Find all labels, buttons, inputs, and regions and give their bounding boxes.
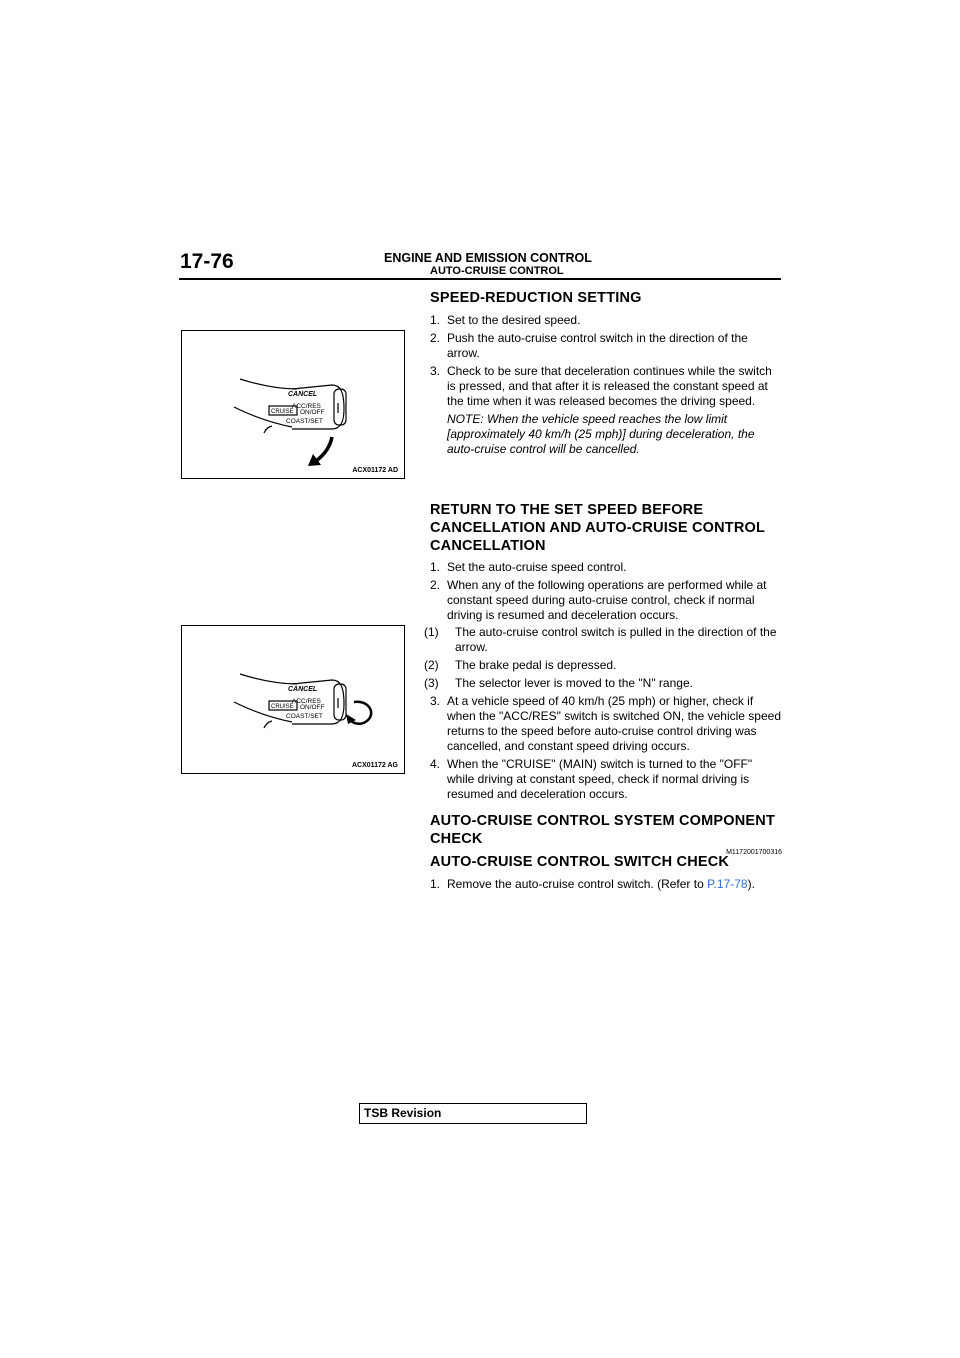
list-item: 3. Check to be sure that deceleration continues while the switch is pressed, and that after it is released the constant speed at the time when it was released becomes the driving speed. [430, 364, 772, 408]
label-onoff: ON/OFF [300, 704, 325, 711]
component-check-code: M1172001700316 [726, 849, 782, 856]
switch-check-steps [430, 877, 782, 892]
label-accres: ACC/RES [292, 403, 321, 410]
switch-lever-illustration [182, 626, 404, 773]
list-item: 4. When the "CRUISE" (MAIN) switch is turned to the "OFF" while driving at constant speed, check if normal driving is resumed and deceleration occurs. [430, 757, 753, 801]
switch-check-section [430, 853, 782, 895]
list-item: 1. Remove the auto-cruise control switch. (Refer to P.17-78). [430, 877, 755, 891]
component-check-section [430, 812, 782, 856]
component-check-heading: AUTO-CRUISE CONTROL SYSTEM COMPONENT CHECK [430, 813, 776, 847]
section-title: ENGINE AND EMISSION CONTROL [384, 251, 592, 265]
label-cruise: CRUISE [271, 704, 294, 710]
direction-arrow-icon [308, 437, 332, 466]
refer-page-link[interactable]: P.17-78 [707, 877, 748, 891]
list-item: 3. At a vehicle speed of 40 km/h (25 mph) or higher, check if when the "ACC/RES" switch is switched ON, the vehicle speed returns to the speed before auto-cruise control driving was cancelled, and constant speed driving occurs. [430, 694, 781, 753]
tsb-revision-box [359, 1103, 587, 1124]
label-onoff: ON/OFF [300, 409, 325, 416]
figure-speed-reduction [181, 330, 405, 479]
speed-reduction-heading: SPEED-REDUCTION SETTING [430, 290, 642, 306]
list-item: (1) The auto-cruise control switch is pulled in the direction of the arrow. [424, 625, 777, 654]
return-set-speed-substeps [424, 625, 782, 691]
header-rule [179, 278, 781, 280]
list-item: (2) The brake pedal is depressed. [424, 658, 617, 672]
speed-reduction-steps [430, 313, 782, 409]
figure-return-set-speed [181, 625, 405, 774]
return-set-speed-heading: RETURN TO THE SET SPEED BEFORE CANCELLATION AND AUTO-CRUISE CONTROL CANCELLATION [430, 502, 765, 554]
switch-check-heading: AUTO-CRUISE CONTROL SWITCH CHECK [430, 854, 730, 870]
list-item: 1. Set to the desired speed. [430, 313, 581, 327]
list-item: 1. Set the auto-cruise speed control. [430, 560, 627, 574]
switch-lever-illustration [182, 331, 404, 478]
figure-code: ACX01172 AG [351, 762, 398, 769]
return-set-speed-steps [424, 560, 782, 802]
label-coastset: COAST/SET [286, 713, 323, 720]
tsb-revision-label: TSB Revision [364, 1106, 442, 1120]
label-cancel: CANCEL [288, 391, 318, 398]
label-accres: ACC/RES [292, 698, 321, 705]
label-cruise: CRUISE [271, 409, 294, 415]
label-coastset: COAST/SET [286, 418, 323, 425]
subsection-title: AUTO-CRUISE CONTROL [430, 265, 564, 277]
list-item: 2. Push the auto-cruise control switch in the direction of the arrow. [430, 331, 748, 360]
figure-code: ACX01172 AD [352, 467, 398, 474]
speed-reduction-note: NOTE: When the vehicle speed reaches the low limit [approximately 40 km/h (25 mph)] during deceleration, the auto-cruise control will be cancelled. [447, 412, 755, 456]
list-item: 2. When any of the following operations are performed while at constant speed during auto-cruise control, check if normal driving is resumed and deceleration occurs. (1) The auto-cruise control switch is pulled in the direction of the arrow. (2) The brake pedal is depressed. (3) The selector lever is moved to the "N" range. [430, 578, 782, 691]
pull-arrow-icon [346, 702, 371, 724]
page-number: 17-76 [180, 250, 234, 273]
speed-reduction-section [430, 289, 782, 457]
list-item: (3) The selector lever is moved to the "N" range. [424, 676, 693, 690]
label-cancel: CANCEL [288, 686, 318, 693]
return-set-speed-section [424, 501, 782, 805]
